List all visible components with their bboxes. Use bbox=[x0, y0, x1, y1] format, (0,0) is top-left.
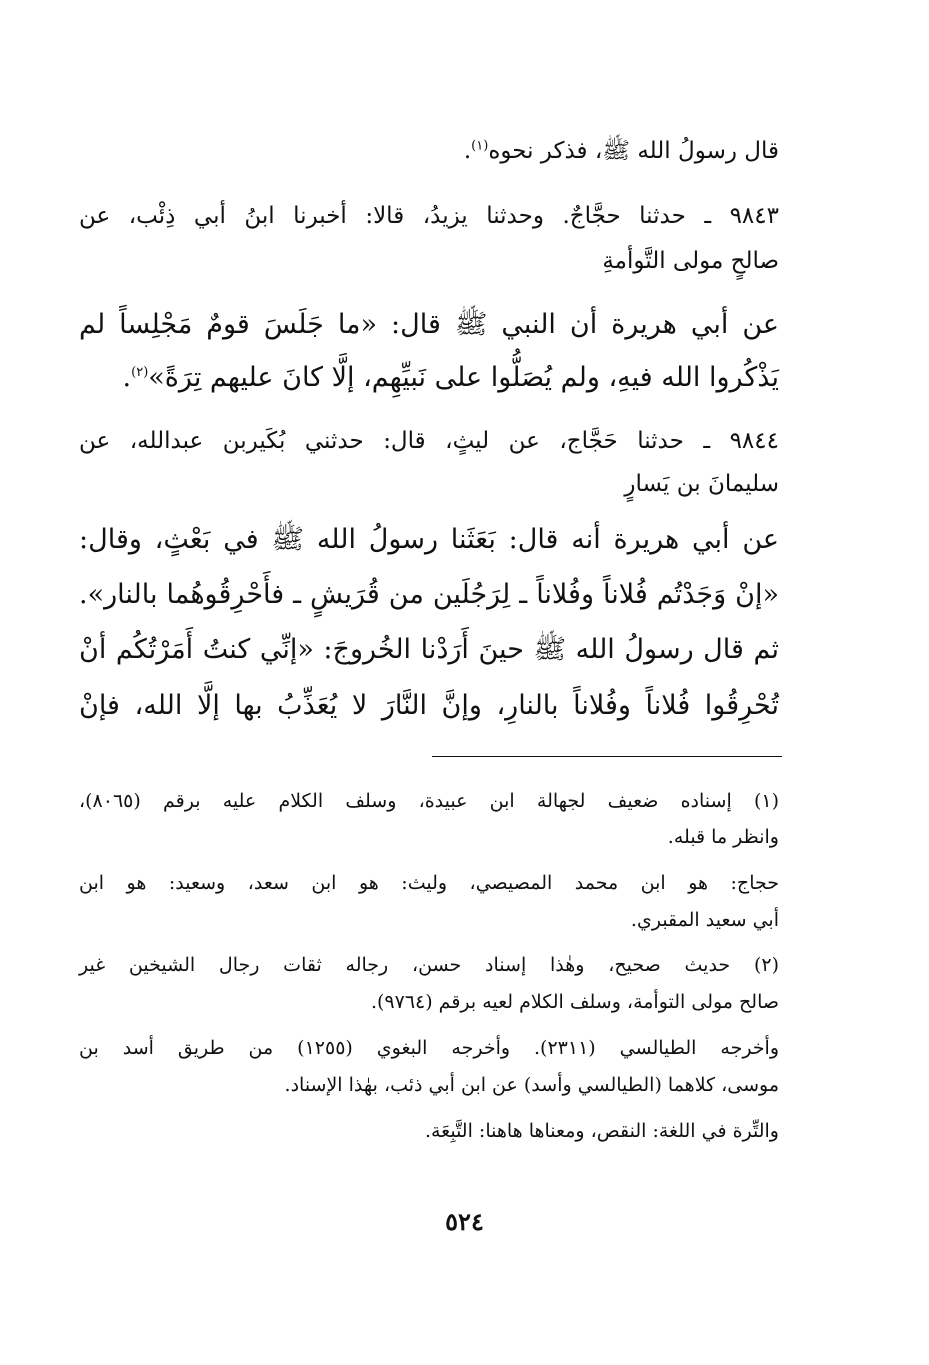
punctuation: . bbox=[122, 362, 132, 393]
body-line-1 bbox=[79, 130, 779, 172]
footnote-separator bbox=[432, 756, 782, 757]
body-line-text: ثم قال رسولُ الله ﷺ حينَ أَرَدْنا الخُروجَ: «إنِّي كنتُ أَمَرْتُكُم أنْ bbox=[79, 634, 779, 665]
footnote-line-text: (٢) حديث صحيح، وهٰذا إسناد حسن، رجاله ثقات رجال الشيخين غير bbox=[79, 954, 779, 976]
footnote-line-6 bbox=[79, 985, 779, 1019]
footnote-line-1 bbox=[79, 784, 779, 818]
body-line-10 bbox=[79, 627, 779, 673]
footnote-line-text: والتِّرة في اللغة: النقص، ومعناها هاهنا: التَّبِعَة. bbox=[424, 1120, 779, 1142]
punctuation: . bbox=[463, 138, 472, 164]
body-line-text: عن أبي هريرة أنه قال: بَعَثَنا رسولُ الله ﷺ في بَعْثٍ، وقال: bbox=[79, 524, 779, 555]
body-line-7 bbox=[79, 463, 779, 505]
footnote-line-text: وانظر ما قبله. bbox=[667, 826, 779, 848]
footnote-line-8 bbox=[79, 1068, 779, 1102]
body-line-text: ٩٨٤٤ ـ حدثنا حَجَّاج، عن ليثٍ، قال: حدثني بُكَيربن عبدالله، عن bbox=[79, 428, 779, 454]
body-line-8 bbox=[79, 517, 779, 563]
footnote-line-text: أبي سعيد المقبري. bbox=[630, 909, 779, 931]
body-line-text: «إنْ وَجَدْتُم فُلاناً وفُلاناً ـ لِرَجُلَين من قُرَيشٍ ـ فأَحْرِقُوهُما بالنار». bbox=[79, 579, 779, 610]
footnote-line-text: (١) إسناده ضعيف لجهالة ابن عبيدة، وسلف الكلام عليه برقم (٨٠٦٥)، bbox=[79, 790, 779, 812]
body-line-text: صالحٍ مولى التَّوأمةِ bbox=[602, 248, 779, 274]
footnote-line-text: موسى، كلاهما (الطيالسي وأسد) عن ابن أبي ذئب، بهٰذا الإسناد. bbox=[284, 1074, 779, 1096]
footnote-marker: (٢) bbox=[131, 365, 149, 380]
body-line-text: قال رسولُ الله ﷺ، فذكر نحوه bbox=[488, 138, 779, 164]
body-line-2 bbox=[79, 195, 779, 237]
body-line-text: يَذْكُروا الله فيهِ، ولم يُصَلُّوا على نَبيِّهِم، إلَّا كانَ عليهم تِرَةً» bbox=[148, 362, 779, 393]
body-line-3 bbox=[79, 240, 779, 282]
footnote-line-4 bbox=[79, 903, 779, 937]
body-line-4 bbox=[79, 302, 779, 348]
page-number: ٥٢٤ bbox=[445, 1207, 484, 1236]
footnote-line-7 bbox=[79, 1031, 779, 1065]
footnote-line-text: وأخرجه الطيالسي (٢٣١١). وأخرجه البغوي (١٢٥٥) من طريق أسد بن bbox=[79, 1037, 780, 1059]
footnote-line-9 bbox=[79, 1114, 779, 1148]
body-line-text: ٩٨٤٣ ـ حدثنا حجَّاجٌ. وحدثنا يزيدُ، قالا: أخبرنا ابنُ أبي ذِئْب، عن bbox=[79, 203, 779, 229]
body-line-text: تُحْرِقُوا فُلاناً وفُلاناً بالنارِ، وإنَّ النَّارَ لا يُعَذِّبُ بها إلَّا الله، فإنْ bbox=[79, 690, 779, 721]
body-line-6 bbox=[79, 420, 779, 462]
footnote-line-3 bbox=[79, 866, 779, 900]
body-line-9 bbox=[79, 572, 779, 618]
body-line-text: عن أبي هريرة أن النبي ﷺ قال: «ما جَلَسَ قومٌ مَجْلِساً لم bbox=[79, 309, 779, 340]
footnote-marker: (١) bbox=[471, 138, 489, 154]
footnote-line-text: حجاج: هو ابن محمد المصيصي، وليث: هو ابن سعد، وسعيد: هو ابن bbox=[79, 872, 779, 894]
body-line-text: سليمانَ بن يَسارٍ bbox=[624, 471, 779, 497]
footnote-line-5 bbox=[79, 948, 779, 982]
body-line-5 bbox=[79, 355, 779, 401]
body-line-11 bbox=[79, 683, 779, 729]
footnote-line-text: صالح مولى التوأمة، وسلف الكلام لعيه برقم (٩٧٦٤). bbox=[370, 991, 779, 1013]
footnote-line-2 bbox=[79, 820, 779, 854]
